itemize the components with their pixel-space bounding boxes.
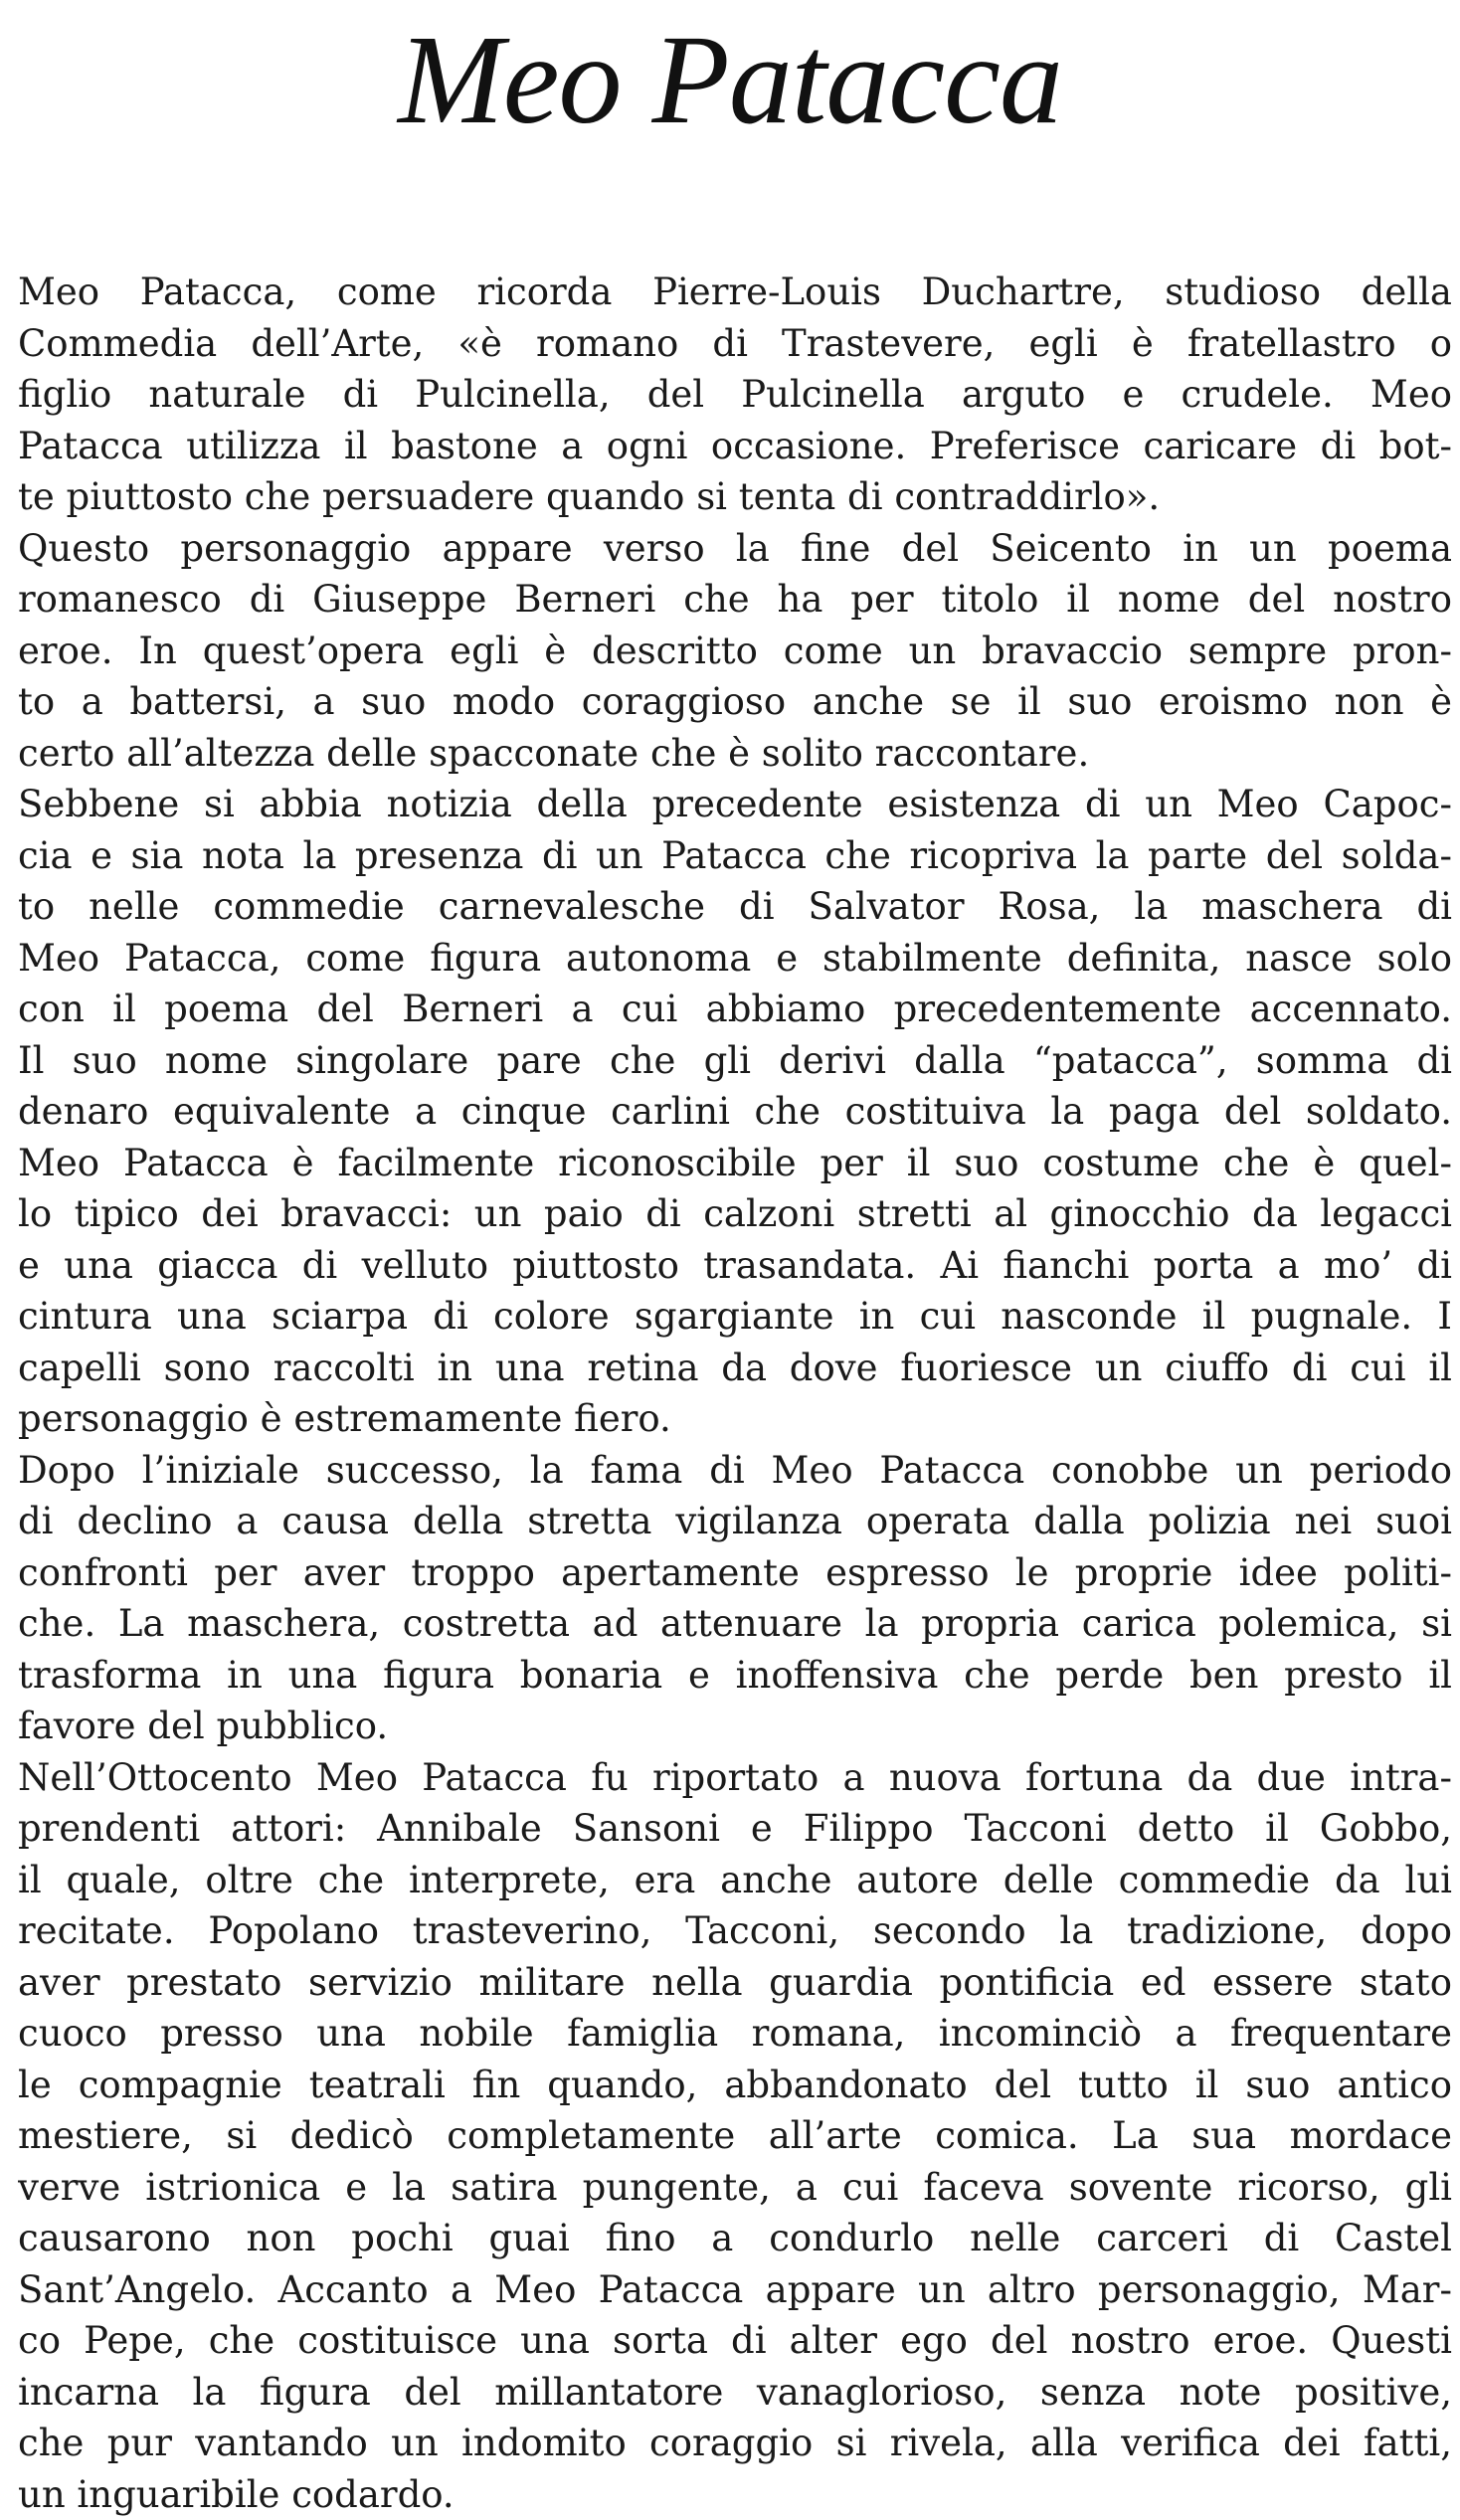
text-line: personaggio è estremamente fiero.	[18, 1393, 1452, 1445]
text-line: lo tipico dei bravacci: un paio di calzoni stretti al ginocchio da legacci	[18, 1188, 1452, 1240]
text-line: le compagnie teatrali fin quando, abbandonato del tutto il suo antico	[18, 2060, 1452, 2111]
text-line: capelli sono raccolti in una retina da dove fuoriesce un ciuffo di cui il	[18, 1343, 1452, 1394]
text-line: prendenti attori: Annibale Sansoni e Filippo Tacconi detto il Gobbo,	[18, 1803, 1452, 1855]
text-line: to nelle commedie carnevalesche di Salvator Rosa, la maschera di	[18, 881, 1452, 933]
text-line: Meo Patacca, come figura autonoma e stabilmente definita, nasce solo	[18, 933, 1452, 985]
text-line: e una giacca di velluto piuttosto trasandata. Ai fianchi porta a mo’ di	[18, 1240, 1452, 1292]
text-line: che pur vantando un indomito coraggio si rivela, alla verifica dei fatti,	[18, 2418, 1452, 2469]
text-line: cintura una sciarpa di colore sgargiante in cui nasconde il pugnale. I	[18, 1291, 1452, 1343]
text-line: Dopo l’iniziale successo, la fama di Meo Patacca conobbe un periodo	[18, 1445, 1452, 1497]
text-line: Meo Patacca è facilmente riconoscibile per il suo costume che è quel-	[18, 1138, 1452, 1189]
text-line: Nell’Ottocento Meo Patacca fu riportato a nuova fortuna da due intra-	[18, 1752, 1452, 1804]
text-line: Patacca utilizza il bastone a ogni occasione. Preferisce caricare di bot-	[18, 421, 1452, 472]
text-line: Questo personaggio appare verso la fine del Seicento in un poema	[18, 523, 1452, 575]
text-line: il quale, oltre che interprete, era anche autore delle commedie da lui	[18, 1855, 1452, 1906]
text-line: co Pepe, che costituisce una sorta di alter ego del nostro eroe. Questi	[18, 2315, 1452, 2367]
text-line: recitate. Popolano trasteverino, Tacconi, secondo la tradizione, dopo	[18, 1905, 1452, 1957]
text-line: un inguaribile codardo.	[18, 2469, 1452, 2520]
body-text	[18, 267, 1460, 2520]
text-line: trasforma in una figura bonaria e inoffensiva che perde ben presto il	[18, 1650, 1452, 1702]
text-line: figlio naturale di Pulcinella, del Pulcinella arguto e crudele. Meo	[18, 369, 1452, 421]
text-line: cia e sia nota la presenza di un Patacca che ricopriva la parte del solda-	[18, 830, 1452, 882]
text-line: di declino a causa della stretta vigilanza operata dalla polizia nei suoi	[18, 1496, 1452, 1547]
text-line: Meo Patacca, come ricorda Pierre-Louis Duchartre, studioso della	[18, 267, 1452, 318]
text-line: te piuttosto che persuadere quando si tenta di contraddirlo».	[18, 471, 1452, 523]
text-line: romanesco di Giuseppe Berneri che ha per titolo il nome del nostro	[18, 574, 1452, 626]
text-line: aver prestato servizio militare nella guardia pontificia ed essere stato	[18, 1957, 1452, 2009]
text-line: Commedia dell’Arte, «è romano di Trastevere, egli è fratellastro o	[18, 318, 1452, 370]
text-line: mestiere, si dedicò completamente all’arte comica. La sua mordace	[18, 2110, 1452, 2162]
text-line: cuoco presso una nobile famiglia romana, incominciò a frequentare	[18, 2008, 1452, 2060]
page-title: Meo Patacca	[0, 10, 1460, 149]
text-line: eroe. In quest’opera egli è descritto come un bravaccio sempre pron-	[18, 626, 1452, 677]
text-line: con il poema del Berneri a cui abbiamo precedentemente accennato.	[18, 984, 1452, 1035]
text-line: confronti per aver troppo apertamente espresso le proprie idee politi-	[18, 1547, 1452, 1599]
text-line: denaro equivalente a cinque carlini che costituiva la paga del soldato.	[18, 1086, 1452, 1138]
text-line: favore del pubblico.	[18, 1701, 1452, 1752]
text-line: Il suo nome singolare pare che gli derivi dalla “patacca”, somma di	[18, 1035, 1452, 1087]
text-line: to a battersi, a suo modo coraggioso anche se il suo eroismo non è	[18, 676, 1452, 728]
text-line: certo all’altezza delle spacconate che è solito raccontare.	[18, 728, 1452, 780]
text-line: incarna la figura del millantatore vanaglorioso, senza note positive,	[18, 2367, 1452, 2419]
text-line: Sant’Angelo. Accanto a Meo Patacca appare un altro personaggio, Mar-	[18, 2264, 1452, 2316]
text-line: verve istrionica e la satira pungente, a cui faceva sovente ricorso, gli	[18, 2162, 1452, 2214]
text-line: Sebbene si abbia notizia della precedente esistenza di un Meo Capoc-	[18, 779, 1452, 830]
text-line: causarono non pochi guai fino a condurlo nelle carceri di Castel	[18, 2213, 1452, 2264]
text-line: che. La maschera, costretta ad attenuare la propria carica polemica, si	[18, 1598, 1452, 1650]
